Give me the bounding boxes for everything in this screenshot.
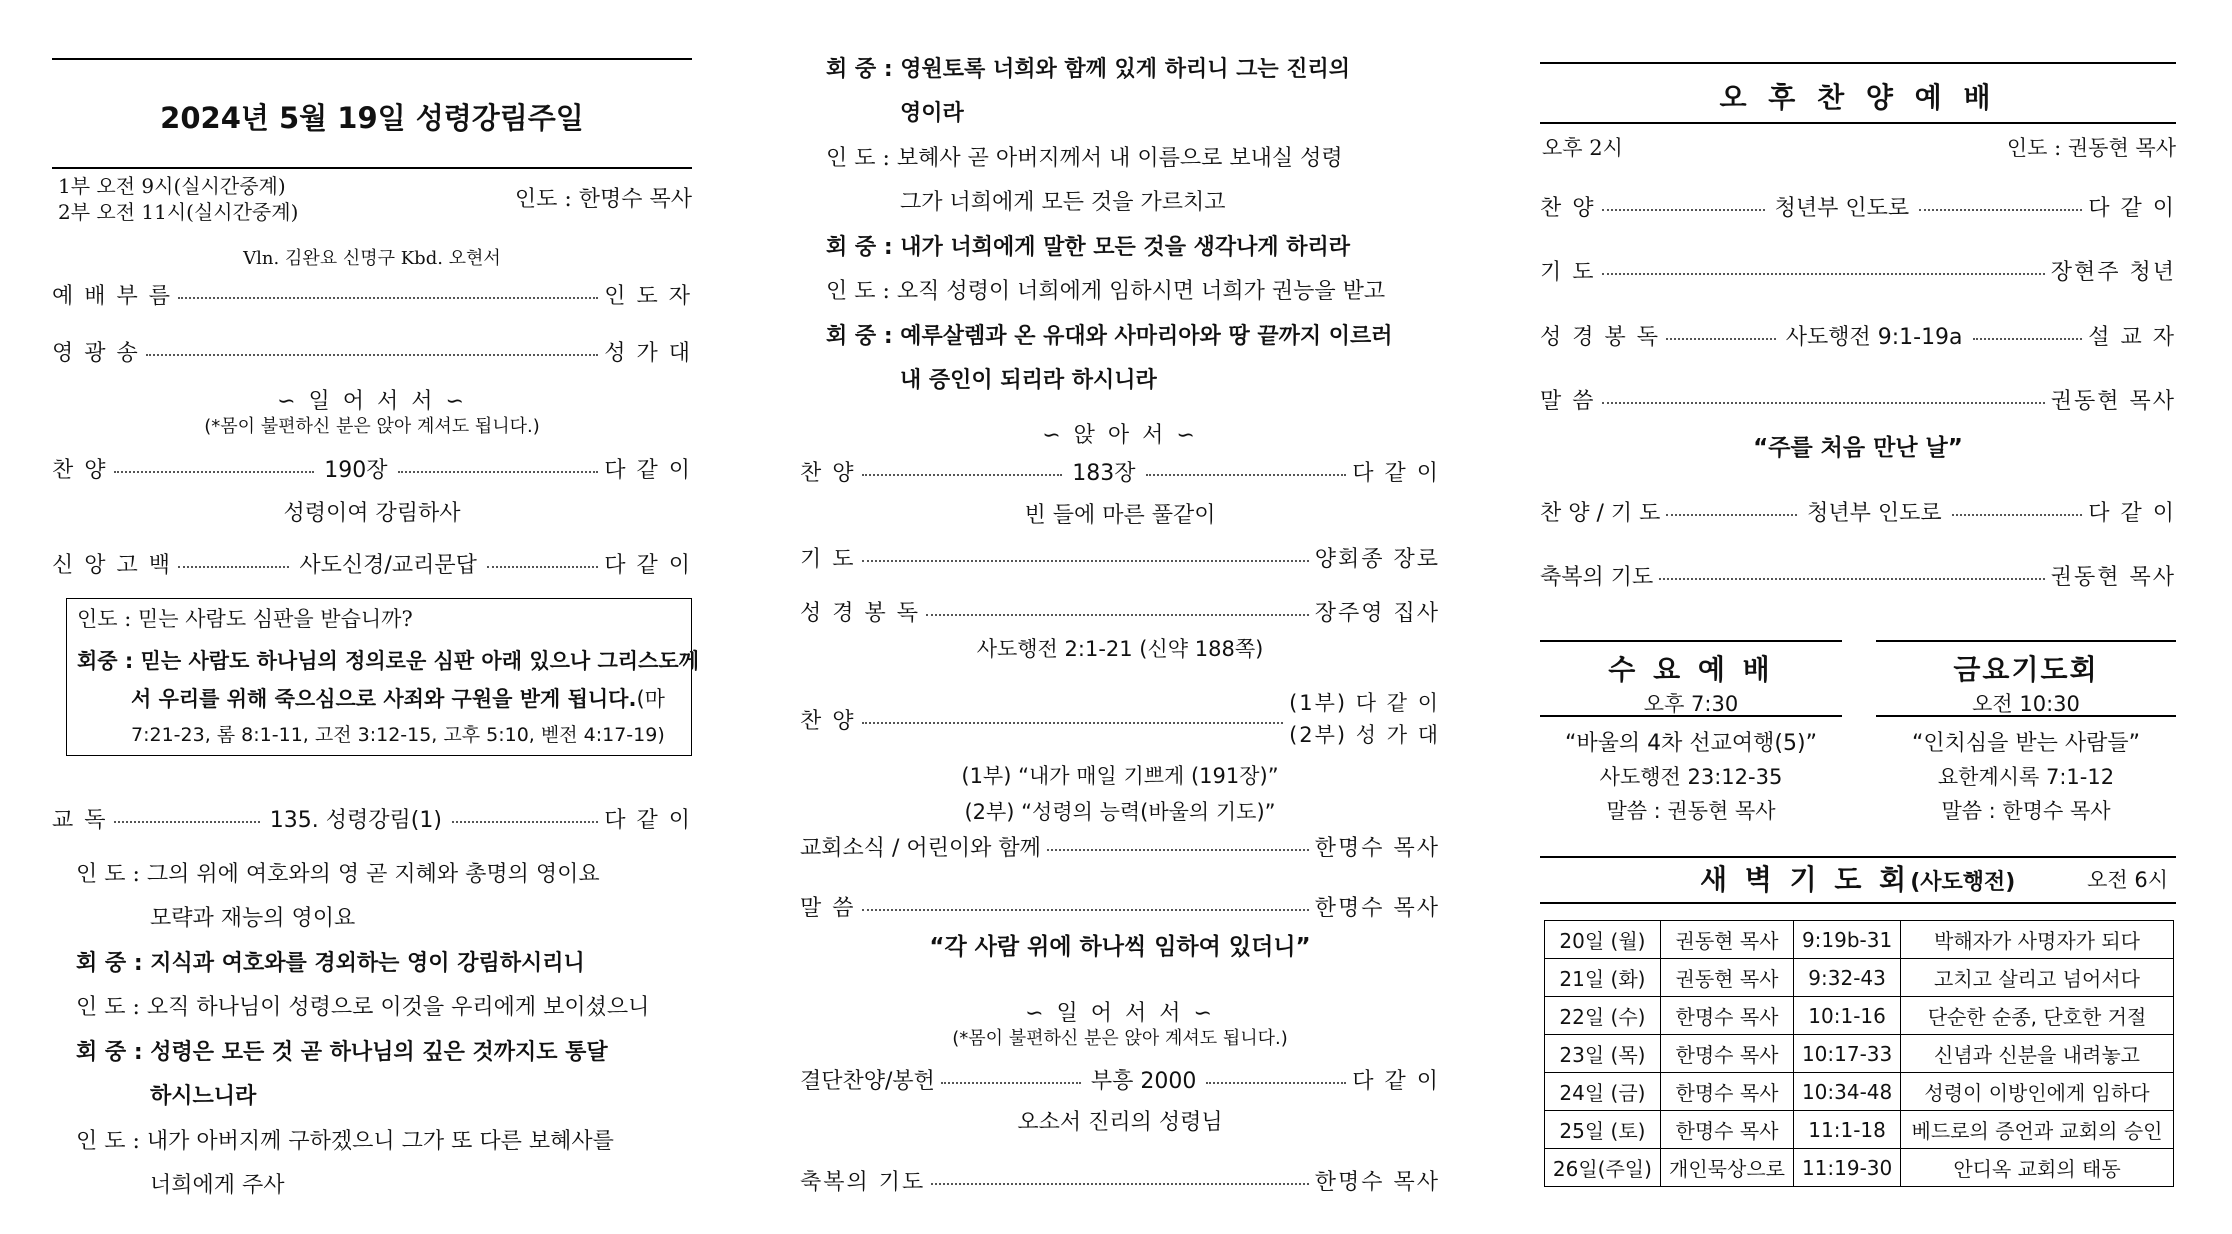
order-person: 한명수 목사 xyxy=(1314,1169,1440,1195)
wednesday-service xyxy=(1540,640,1842,823)
reading-congregation-2-cont: 하시느니라 xyxy=(150,1084,257,1109)
reading-congregation-2: 회 중 : 성령은 모든 것 곧 하나님의 깊은 것까지도 통달 xyxy=(76,1040,608,1065)
dawn-passage: 10:1-16 xyxy=(1794,997,1901,1035)
friday-title: 금요기도회 xyxy=(1953,653,2099,686)
stand-instruction-2: ∽ 일 어 서 서 ∽ xyxy=(1025,1001,1215,1026)
sermon-title: “각 사람 위에 하나씩 임하여 있더니” xyxy=(929,934,1311,960)
stand-instruction: ∽ 일 어 서 서 ∽ xyxy=(277,389,467,414)
friday-time: 오전 10:30 xyxy=(1972,692,2080,716)
catechism-box xyxy=(66,598,699,756)
hymn-title-2: 빈 들에 마른 풀같이 xyxy=(1024,503,1216,528)
scripture-text: 사도행전 2:1-21 (신약 188쪽) xyxy=(976,637,1264,661)
dawn-preacher: 한명수 목사 xyxy=(1660,1073,1793,1111)
offering-song-title: 오소서 진리의 성령님 xyxy=(1017,1110,1223,1135)
dawn-preacher: 한명수 목사 xyxy=(1660,1111,1793,1149)
stand-note-2: (*몸이 불편하신 분은 앉아 계셔도 됩니다.) xyxy=(952,1028,1288,1049)
pm-order-scripture xyxy=(1540,318,2176,352)
top-rule xyxy=(52,58,692,60)
dawn-passage: 11:19-30 xyxy=(1794,1149,1901,1187)
reading-leader-1: 인 도 : 그의 위에 여호와의 영 곧 지혜와 총명의 영이요 xyxy=(76,862,600,887)
order-person: 설 교 자 xyxy=(2088,324,2177,350)
order-person: 장주영 집사 xyxy=(1314,600,1440,626)
catechism-answer-line1: 회중 : 믿는 사람도 하나님의 정의로운 심판 아래 있으나 그리스도께 xyxy=(77,649,699,673)
order-person: 다 같 이 xyxy=(2088,500,2177,526)
service-time-1: 1부 오전 9시(실시간중계) xyxy=(58,174,286,198)
dawn-date: 24일 (금) xyxy=(1545,1073,1661,1111)
table-row xyxy=(1545,921,2174,959)
order-offering xyxy=(800,1062,1440,1096)
order-detail: 청년부 인도로 xyxy=(1774,195,1910,221)
stand-note: (*몸이 불편하신 분은 앉아 계셔도 됩니다.) xyxy=(204,416,540,437)
dawn-time: 오전 6시 xyxy=(2087,868,2168,892)
dawn-passage: 10:17-33 xyxy=(1794,1035,1901,1073)
pm-top-rule xyxy=(1540,62,2176,64)
offering-song-number: 부흥 2000 xyxy=(1090,1068,1197,1094)
order-person: 권동현 목사 xyxy=(2050,564,2176,590)
dawn-preacher: 개인묵상으로 xyxy=(1660,1149,1793,1187)
reading-leader-3-cont: 너희에게 주사 xyxy=(150,1173,285,1198)
dawn-preacher: 한명수 목사 xyxy=(1660,997,1793,1035)
order-person: 권동현 목사 xyxy=(2050,388,2176,414)
service-time-2: 2부 오전 11시(실시간중계) xyxy=(58,200,299,224)
dawn-topic: 안디옥 교회의 태동 xyxy=(1901,1149,2174,1187)
column-weekly-services xyxy=(1540,0,2176,1234)
dawn-prayer-table xyxy=(1544,920,2174,1187)
order-person: 다 같 이 xyxy=(604,552,692,578)
order-scripture xyxy=(800,594,1440,628)
dawn-preacher: 권동현 목사 xyxy=(1660,921,1793,959)
wednesday-title: 수 요 예 배 xyxy=(1608,653,1774,686)
order-detail: 청년부 인도로 xyxy=(1807,500,1942,526)
dawn-topic: 성령이 이방인에게 임하다 xyxy=(1901,1073,2174,1111)
table-row xyxy=(1545,1073,2174,1111)
table-row xyxy=(1545,997,2174,1035)
dawn-passage: 9:32-43 xyxy=(1794,959,1901,997)
pm-order-prayer xyxy=(1540,253,2176,287)
order-person: 성 가 대 xyxy=(604,340,692,366)
pm-sermon-title: “주를 처음 만난 날” xyxy=(1753,435,1963,461)
dawn-date: 23일 (목) xyxy=(1545,1035,1661,1073)
pm-service-title: 오 후 찬 양 예 배 xyxy=(1719,81,1997,114)
bulletin-title: 2024년 5월 19일 성령강림주일 xyxy=(160,101,584,135)
order-person: 양회종 장로 xyxy=(1314,546,1440,572)
dawn-title: 새 벽 기 도 회(사도행전) xyxy=(1700,863,2016,896)
order-label: 교 독 xyxy=(52,807,108,833)
order-hymn-2 xyxy=(800,454,1440,488)
pm-order-praise xyxy=(1540,189,2176,223)
dawn-date: 22일 (수) xyxy=(1545,997,1661,1035)
order-person: 인 도 자 xyxy=(604,283,692,309)
reading-congregation-3-cont: 영이라 xyxy=(900,101,964,126)
order-person: 다 같 이 xyxy=(1352,460,1440,486)
choir-performer-1: (1부) 다 같 이 xyxy=(1289,691,1440,715)
dawn-topic: 베드로의 증언과 교회의 승인 xyxy=(1901,1111,2174,1149)
order-benediction xyxy=(800,1163,1440,1197)
table-row xyxy=(1545,959,2174,997)
dawn-topic: 박해자가 사명자가 되다 xyxy=(1901,921,2174,959)
wednesday-preacher: 말씀 : 권동현 목사 xyxy=(1606,799,1776,823)
order-label: 신 앙 고 백 xyxy=(52,552,172,578)
order-label: 찬 양 / 기 도 xyxy=(1540,500,1661,526)
pm-order-sermon xyxy=(1540,382,2176,416)
order-hymn xyxy=(52,451,692,485)
pm-service-time: 오후 2시 xyxy=(1542,136,1623,160)
order-label: 찬 양 xyxy=(800,708,856,734)
order-label: 말 씀 xyxy=(800,895,856,921)
order-label: 축복의 기도 xyxy=(800,1169,926,1195)
pm-service-leader: 인도 : 권동현 목사 xyxy=(2006,136,2176,160)
dawn-title-rule xyxy=(1540,902,2176,904)
order-label: 찬 양 xyxy=(800,460,856,486)
dawn-topic: 신념과 신분을 내려놓고 xyxy=(1901,1035,2174,1073)
order-label: 찬 양 xyxy=(52,457,108,483)
order-label: 찬 양 xyxy=(1540,195,1596,221)
order-creed xyxy=(52,546,692,580)
table-row xyxy=(1545,1035,2174,1073)
friday-prayer-meeting xyxy=(1876,640,2176,823)
order-label: 말 씀 xyxy=(1540,388,1596,414)
dawn-preacher: 한명수 목사 xyxy=(1660,1035,1793,1073)
reading-congregation-3: 회 중 : 영원토록 너희와 함께 있게 하리니 그는 진리의 xyxy=(826,57,1351,82)
wednesday-sermon: “바울의 4차 선교여행(5)” xyxy=(1565,731,1817,756)
dawn-topic: 고치고 살리고 넘어서다 xyxy=(1901,959,2174,997)
catechism-question: 인도 : 믿는 사람도 심판을 받습니까? xyxy=(77,607,413,631)
order-prayer xyxy=(800,540,1440,574)
order-responsive-reading xyxy=(52,801,692,835)
order-person: 다 같 이 xyxy=(604,457,692,483)
pm-order-benediction xyxy=(1540,558,2176,592)
dawn-date: 26일(주일) xyxy=(1545,1149,1661,1187)
friday-text: 요한계시록 7:1-12 xyxy=(1937,765,2115,789)
friday-preacher: 말씀 : 한명수 목사 xyxy=(1941,799,2111,823)
order-person: 다 같 이 xyxy=(1352,1068,1440,1094)
order-label: 성 경 봉 독 xyxy=(800,600,920,626)
service-leader: 인도 : 한명수 목사 xyxy=(514,187,692,212)
choir-song-1: (1부) “내가 매일 기쁘게 (191장)” xyxy=(961,764,1279,788)
reading-leader-2: 인 도 : 오직 하나님이 성령으로 이것을 우리에게 보이셨으니 xyxy=(76,995,650,1020)
reading-congregation-1: 회 중 : 지식과 여호와를 경외하는 영이 강림하시리니 xyxy=(76,951,585,976)
order-person: 다 같 이 xyxy=(604,807,692,833)
friday-sermon: “인치심을 받는 사람들” xyxy=(1911,731,2141,756)
table-row xyxy=(1545,1111,2174,1149)
order-label: 결단찬양/봉헌 xyxy=(800,1068,935,1094)
hymn-number: 183장 xyxy=(1072,460,1136,486)
order-gloria xyxy=(52,334,692,368)
order-label: 예 배 부 름 xyxy=(52,283,172,309)
dawn-passage: 10:34-48 xyxy=(1794,1073,1901,1111)
order-label: 축복의 기도 xyxy=(1540,564,1654,590)
reading-congregation-5-cont: 내 증인이 되리라 하시니라 xyxy=(900,368,1157,393)
hymn-title: 성령이여 강림하사 xyxy=(283,501,461,526)
reading-leader-1-cont: 모략과 재능의 영이요 xyxy=(150,906,356,931)
table-row xyxy=(1545,1149,2174,1187)
order-call-to-worship xyxy=(52,277,692,311)
order-label: 성 경 봉 독 xyxy=(1540,324,1660,350)
wednesday-time: 오후 7:30 xyxy=(1643,692,1739,716)
dawn-top-rule xyxy=(1540,856,2176,858)
reading-leader-3: 인 도 : 내가 아버지께 구하겠으니 그가 또 다른 보혜사를 xyxy=(76,1129,614,1154)
order-detail: 사도행전 9:1-19a xyxy=(1785,324,1963,350)
catechism-references: 7:21-23, 롬 8:1-11, 고전 3:12-15, 고후 5:10, 벧전 4:17-19) xyxy=(131,724,665,746)
title-rule xyxy=(52,167,692,169)
catechism-answer-line2: 서 우리를 위해 죽으심으로 사죄와 구원을 받게 됩니다.(마 xyxy=(131,687,665,711)
pm-title-rule xyxy=(1540,122,2176,124)
choir-performer-2: (2부) 성 가 대 xyxy=(1289,723,1440,747)
sit-instruction: ∽ 앉 아 서 ∽ xyxy=(1042,423,1198,448)
wednesday-text: 사도행전 23:12-35 xyxy=(1599,765,1783,789)
dawn-topic: 단순한 순종, 단호한 거절 xyxy=(1901,997,2174,1035)
choir-song-2: (2부) “성령의 능력(바울의 기도)” xyxy=(964,800,1276,824)
column-morning-service-1 xyxy=(52,0,699,1234)
column-morning-service-2 xyxy=(800,0,1440,1234)
dawn-date: 25일 (토) xyxy=(1545,1111,1661,1149)
musicians: Vln. 김완요 신명구 Kbd. 오현서 xyxy=(243,248,501,269)
pm-order-praise-prayer xyxy=(1540,494,2176,528)
dawn-date: 21일 (화) xyxy=(1545,959,1661,997)
order-person: 한명수 목사 xyxy=(1314,835,1440,861)
reading-name: 135. 성령강림(1) xyxy=(269,807,442,833)
order-person: 장현주 청년 xyxy=(2050,259,2176,285)
order-church-news xyxy=(800,829,1440,863)
reading-congregation-4: 회 중 : 내가 너희에게 말한 모든 것을 생각나게 하리라 xyxy=(826,235,1351,260)
reading-leader-4: 인 도 : 보혜사 곧 아버지께서 내 이름으로 보내실 성령 xyxy=(826,146,1343,171)
reading-leader-4-cont: 그가 너희에게 모든 것을 가르치고 xyxy=(900,190,1226,215)
dawn-date: 20일 (월) xyxy=(1545,921,1661,959)
dawn-passage: 9:19b-31 xyxy=(1794,921,1901,959)
creed-name: 사도신경/교리문답 xyxy=(299,552,477,578)
order-label: 기 도 xyxy=(800,546,856,572)
reading-leader-5: 인 도 : 오직 성령이 너희에게 임하시면 너희가 권능을 받고 xyxy=(826,279,1386,304)
reading-congregation-5: 회 중 : 예루살렘과 온 유대와 사마리아와 땅 끝까지 이르러 xyxy=(826,324,1393,349)
order-label: 영 광 송 xyxy=(52,340,140,366)
dawn-preacher: 권동현 목사 xyxy=(1660,959,1793,997)
dawn-passage: 11:1-18 xyxy=(1794,1111,1901,1149)
order-label: 기 도 xyxy=(1540,259,1596,285)
order-person: 한명수 목사 xyxy=(1314,895,1440,921)
order-choir xyxy=(800,691,1440,747)
order-person: 다 같 이 xyxy=(2088,195,2177,221)
order-sermon xyxy=(800,889,1440,923)
order-label: 교회소식 / 어린이와 함께 xyxy=(800,835,1041,861)
hymn-number: 190장 xyxy=(324,457,388,483)
